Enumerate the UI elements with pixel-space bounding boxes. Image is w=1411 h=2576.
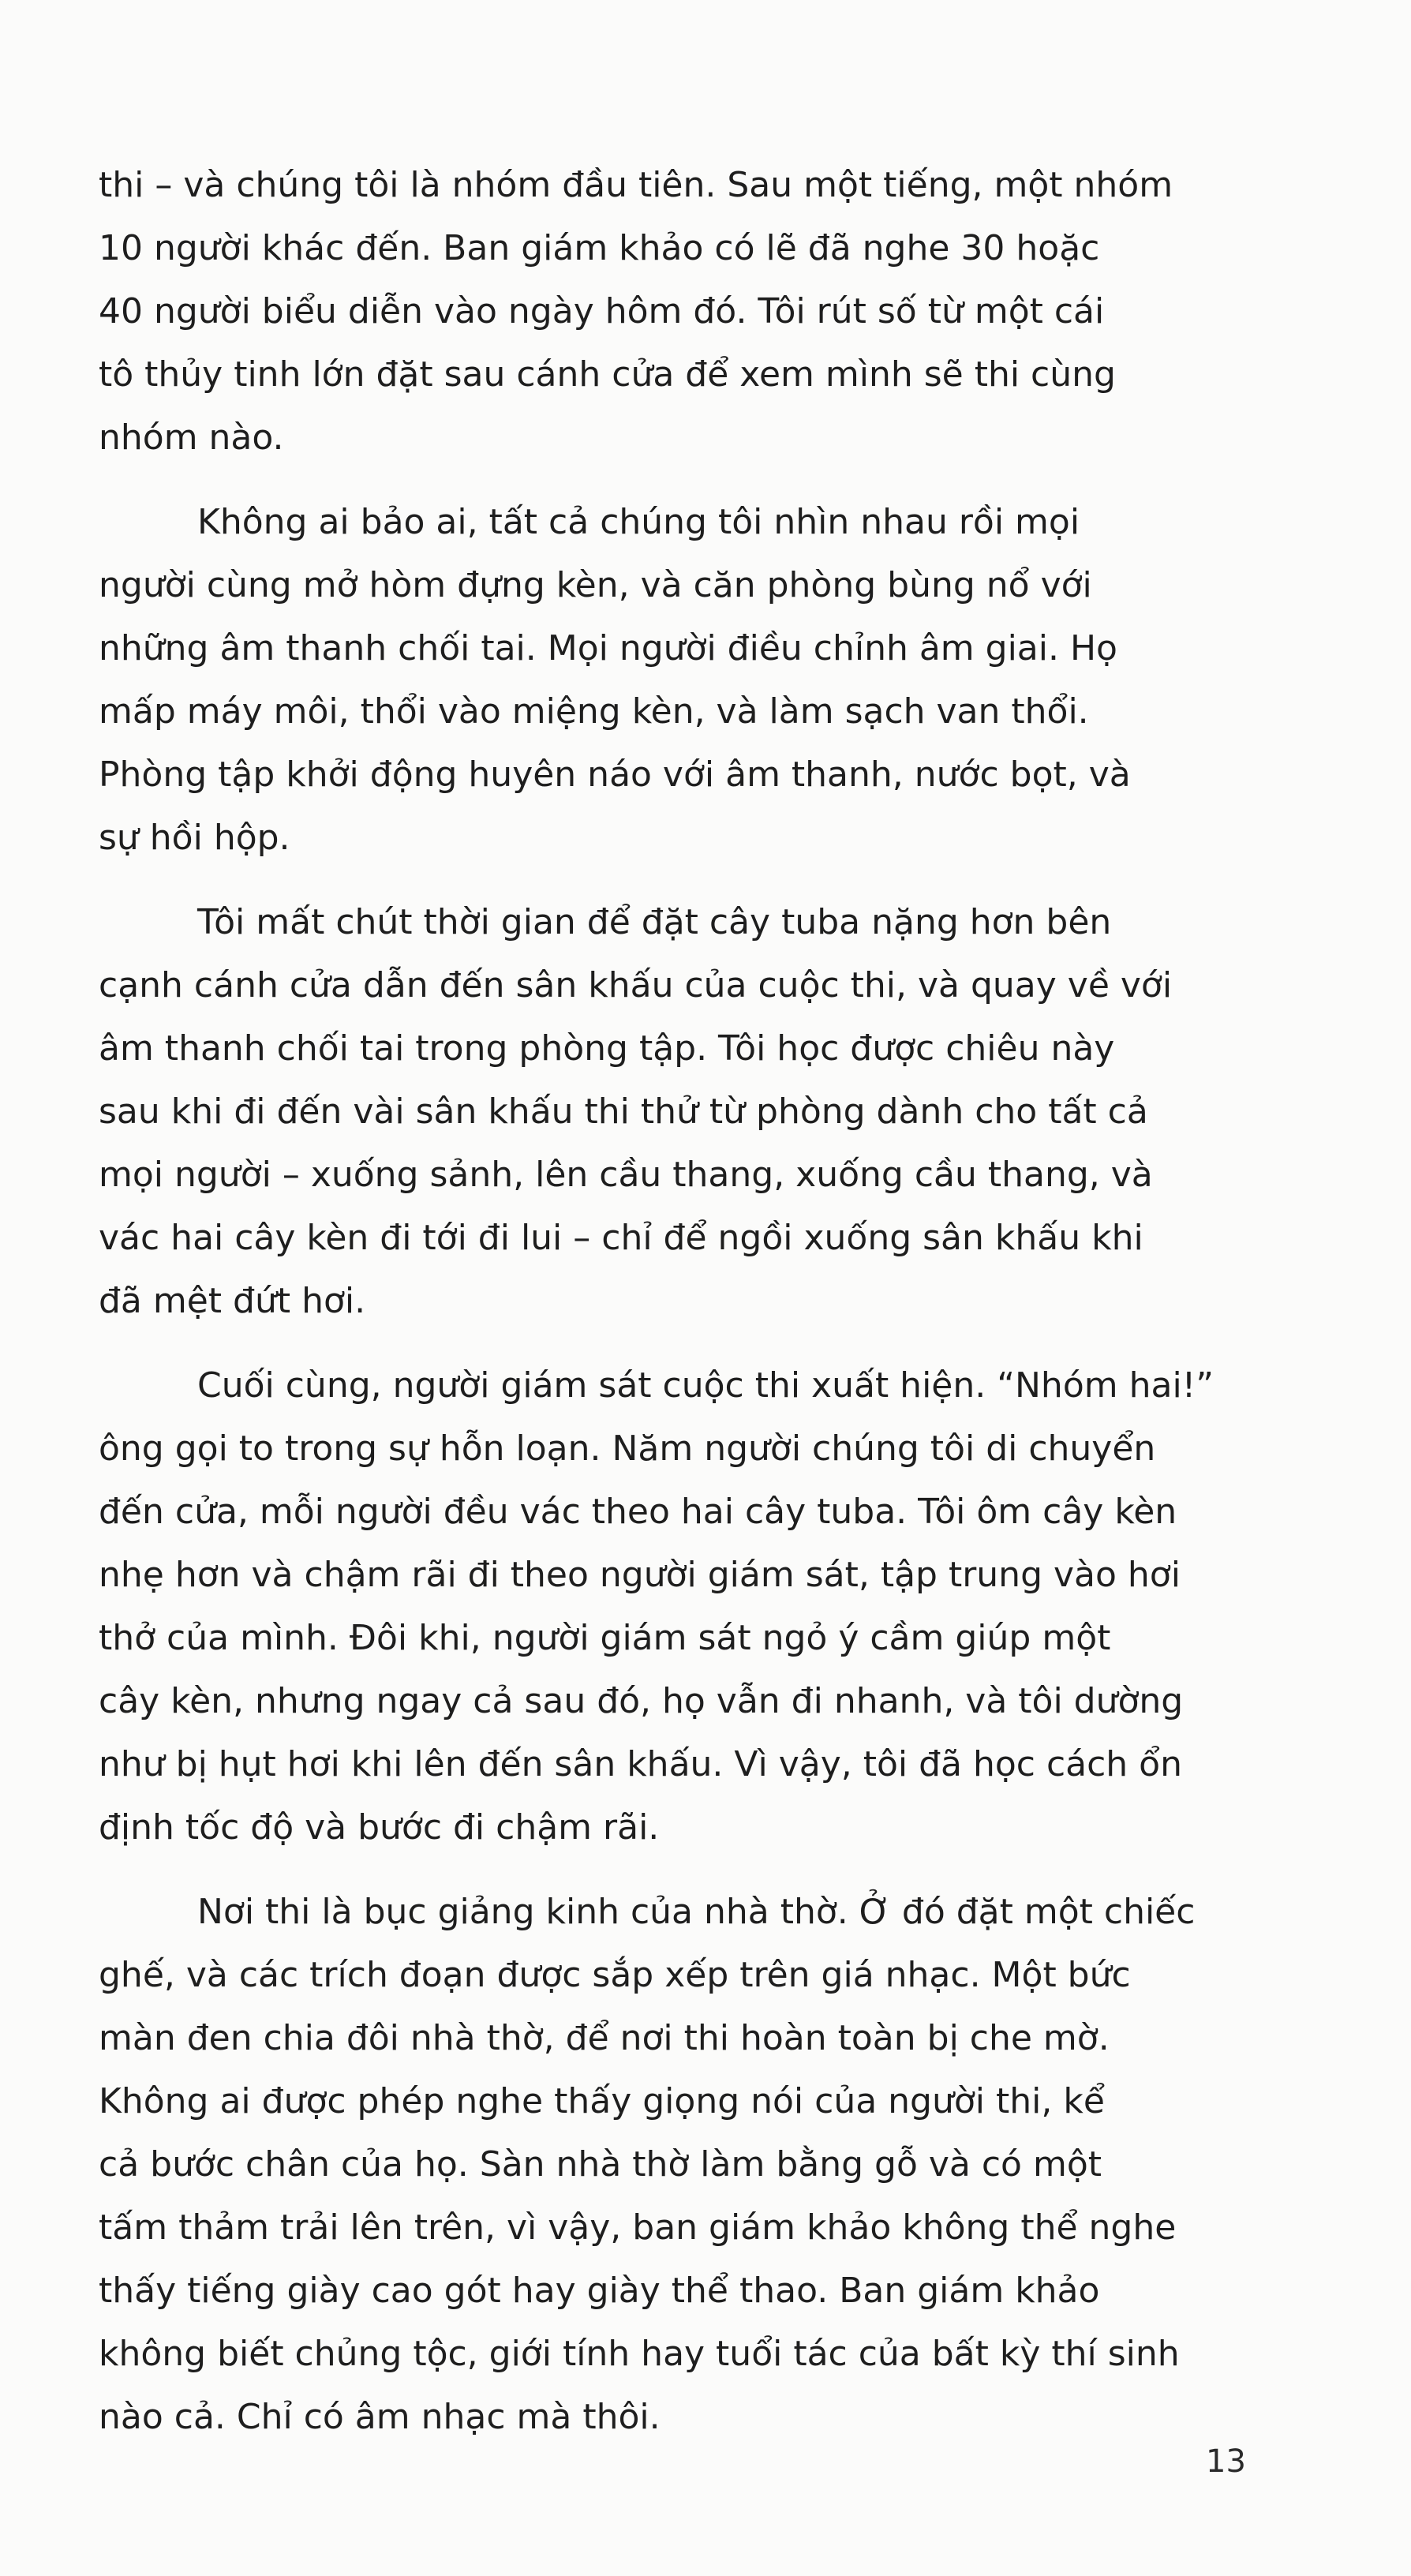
text-line: không biết chủng tộc, giới tính hay tuổi tác của bất kỳ thí sinh — [99, 2334, 1180, 2374]
text-line: ông gọi to trong sự hỗn loạn. Năm người chúng tôi di chuyển — [99, 1428, 1156, 1469]
text-line: người cùng mở hòm đựng kèn, và căn phòng bùng nổ với — [99, 565, 1092, 605]
text-line: âm thanh chối tai trong phòng tập. Tôi học được chiêu này — [99, 1028, 1115, 1069]
text-line: nhóm nào. — [99, 417, 284, 458]
text-line: Không ai được phép nghe thấy giọng nói của người thi, kể — [99, 2081, 1105, 2121]
text-line: sự hồi hộp. — [99, 818, 290, 858]
text-line: đến cửa, mỗi người đều vác theo hai cây tuba. Tôi ôm cây kèn — [99, 1492, 1177, 1532]
text-line: cả bước chân của họ. Sàn nhà thờ làm bằng gỗ và có một — [99, 2144, 1102, 2185]
text-line: mấp máy môi, thổi vào miệng kèn, và làm sạch van thổi. — [99, 691, 1089, 732]
text-line: sau khi đi đến vài sân khấu thi thử từ phòng dành cho tất cả — [99, 1091, 1148, 1132]
text-line: Tôi mất chút thời gian để đặt cây tuba nặng hơn bên — [197, 902, 1112, 942]
text-line: thở của mình. Đôi khi, người giám sát ngỏ ý cầm giúp một — [99, 1618, 1111, 1658]
text-line: những âm thanh chối tai. Mọi người điều chỉnh âm giai. Họ — [99, 628, 1117, 668]
text-line: tô thủy tinh lớn đặt sau cánh cửa để xem mình sẽ thi cùng — [99, 354, 1116, 395]
text-line: cây kèn, nhưng ngay cả sau đó, họ vẫn đi nhanh, và tôi dường — [99, 1681, 1184, 1721]
text-line: định tốc độ và bước đi chậm rãi. — [99, 1807, 660, 1848]
text-line: màn đen chia đôi nhà thờ, để nơi thi hoàn toàn bị che mờ. — [99, 2018, 1110, 2058]
text-line: mọi người – xuống sảnh, lên cầu thang, xuống cầu thang, và — [99, 1155, 1153, 1195]
text-line: thấy tiếng giày cao gót hay giày thể thao. Ban giám khảo — [99, 2271, 1100, 2311]
text-line: cạnh cánh cửa dẫn đến sân khấu của cuộc thi, và quay về với — [99, 965, 1173, 1005]
page-number: 13 — [1206, 2443, 1246, 2480]
text-line: Không ai bảo ai, tất cả chúng tôi nhìn nhau rồi mọi — [197, 502, 1080, 542]
text-line: nhẹ hơn và chậm rãi đi theo người giám sát, tập trung vào hơi — [99, 1555, 1181, 1595]
text-line: nào cả. Chỉ có âm nhạc mà thôi. — [99, 2397, 661, 2437]
text-line: Nơi thi là bục giảng kinh của nhà thờ. Ở đó đặt một chiếc — [197, 1892, 1196, 1932]
text-line: đã mệt đứt hơi. — [99, 1281, 366, 1321]
text-line: thi – và chúng tôi là nhóm đầu tiên. Sau một tiếng, một nhóm — [99, 165, 1173, 205]
text-line: tấm thảm trải lên trên, vì vậy, ban giám khảo không thể nghe — [99, 2207, 1177, 2248]
text-line: 40 người biểu diễn vào ngày hôm đó. Tôi rút số từ một cái — [99, 291, 1105, 331]
text-line: Cuối cùng, người giám sát cuộc thi xuất hiện. “Nhóm hai!” — [197, 1365, 1215, 1406]
text-line: như bị hụt hơi khi lên đến sân khấu. Vì vậy, tôi đã học cách ổn — [99, 1744, 1182, 1784]
text-line: ghế, và các trích đoạn được sắp xếp trên giá nhạc. Một bức — [99, 1955, 1131, 1995]
text-line: vác hai cây kèn đi tới đi lui – chỉ để ngồi xuống sân khấu khi — [99, 1218, 1143, 1258]
text-line: Phòng tập khởi động huyên náo với âm thanh, nước bọt, và — [99, 754, 1131, 795]
text-line: 10 người khác đến. Ban giám khảo có lẽ đã nghe 30 hoặc — [99, 228, 1100, 268]
